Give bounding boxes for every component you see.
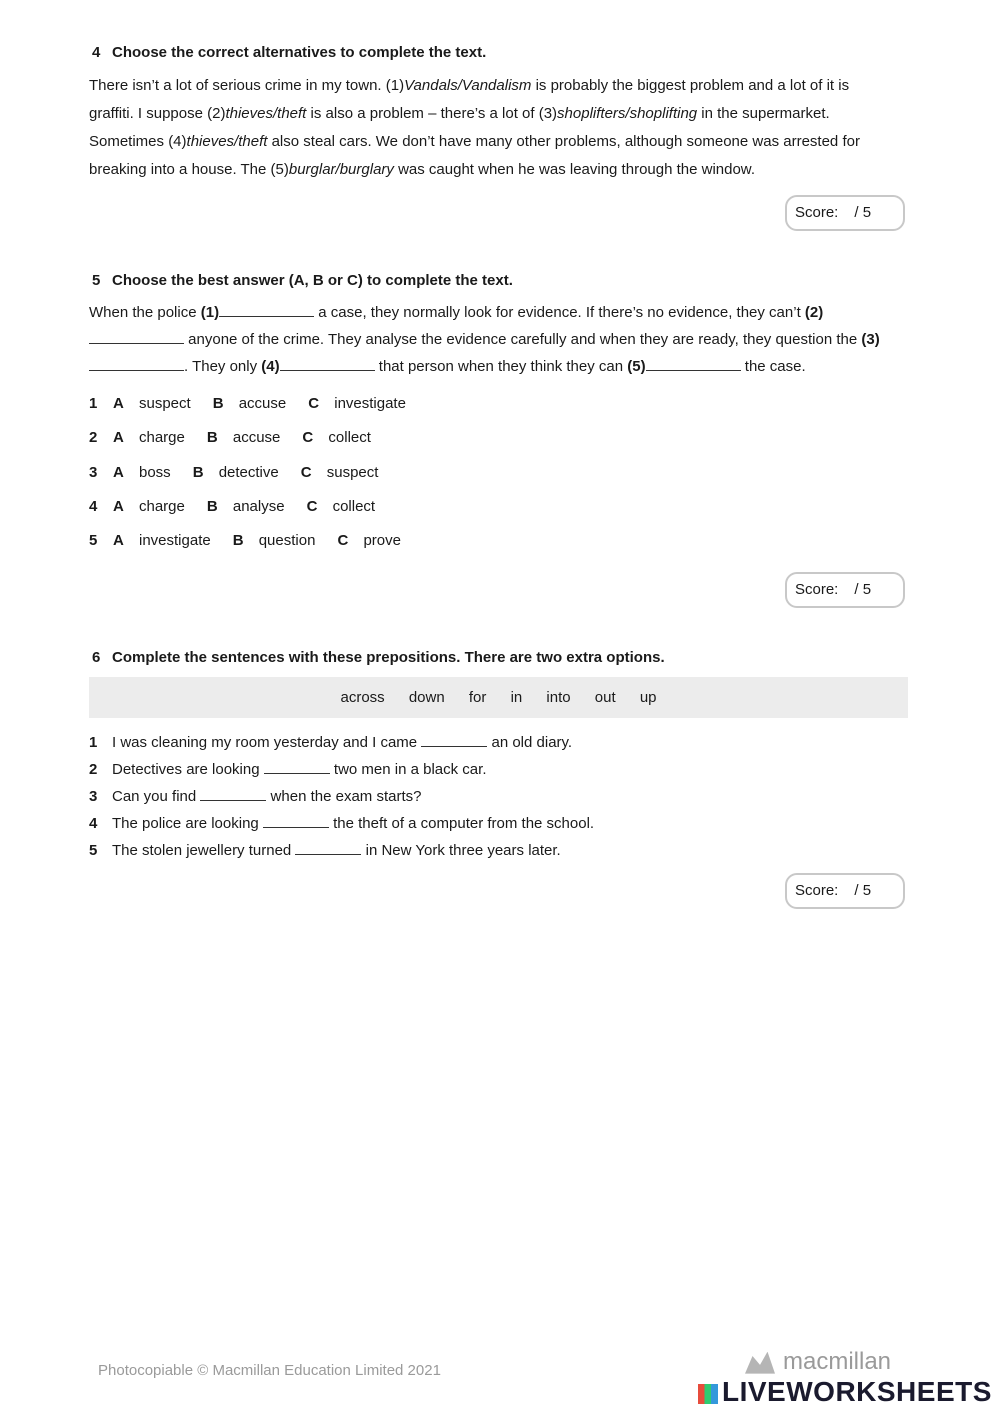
- answer-blank[interactable]: [280, 356, 375, 371]
- answer-blank[interactable]: [295, 840, 361, 855]
- score-box: [785, 873, 905, 909]
- answer-blank[interactable]: [263, 813, 329, 828]
- answer-blank[interactable]: [89, 356, 184, 371]
- option-a[interactable]: suspect: [139, 395, 191, 412]
- section-4-heading: [92, 44, 486, 61]
- macmillan-logo-icon: [745, 1352, 775, 1374]
- liveworksheets-logo-icon: [698, 1384, 718, 1404]
- word-option: up: [639, 689, 657, 706]
- text-line: There isn’t a lot of serious crime in my town. (1)Vandals/Vandalism is probably the biggest problem and a lot of it is: [89, 77, 850, 94]
- answer-blank[interactable]: [421, 732, 487, 747]
- word-option: out: [594, 689, 616, 706]
- word-option: across: [340, 689, 385, 706]
- option-row: 3 A boss B detective C suspect: [89, 464, 379, 481]
- word-option: for: [468, 689, 487, 706]
- option-c[interactable]: prove: [363, 532, 401, 549]
- option-row: 5 A investigate B question C prove: [89, 532, 401, 549]
- option-c[interactable]: investigate: [334, 395, 406, 412]
- section-4-text: [89, 72, 904, 184]
- alternatives[interactable]: burglar/burglary: [288, 161, 394, 178]
- answer-blank[interactable]: [219, 302, 314, 317]
- answer-blank[interactable]: [89, 329, 184, 344]
- answer-blank[interactable]: [200, 786, 266, 801]
- option-b[interactable]: analyse: [232, 498, 285, 515]
- option-row: 4 A charge B analyse C collect: [89, 498, 376, 515]
- section-5-text: When the police (1) a case, they normally look for evidence. If there’s no evidence, they can’t (2) anyone of the crime. They analyse the evidence carefully and when they are ready, they question the (3) . They only (4) that person when they think they can (5) the case.: [89, 304, 880, 375]
- section-number: 5: [92, 272, 101, 289]
- section-title: Choose the correct alternatives to complete the text.: [112, 44, 487, 61]
- option-c[interactable]: suspect: [326, 464, 379, 481]
- option-b[interactable]: accuse: [238, 395, 287, 412]
- option-row: 2 A charge B accuse C collect: [89, 429, 371, 446]
- alternatives[interactable]: shoplifters/shoplifting: [557, 105, 698, 122]
- section-title: Complete the sentences with these prepositions. There are two extra options.: [112, 649, 665, 666]
- score-label: Score:: [795, 581, 839, 598]
- alternatives[interactable]: thieves/theft: [186, 133, 268, 150]
- option-b[interactable]: accuse: [232, 429, 281, 446]
- score-max: / 5: [854, 581, 872, 598]
- sentence: 1 I was cleaning my room yesterday and I came an old diary.: [89, 734, 573, 751]
- copyright-notice: Photocopiable © Macmillan Education Limited 2021: [98, 1362, 441, 1379]
- liveworksheets-watermark: LIVEWORKSHEETS: [698, 1376, 992, 1408]
- word-option: in: [510, 689, 523, 706]
- score-max: / 5: [854, 204, 872, 221]
- answer-blank[interactable]: [646, 356, 741, 371]
- sentence: 2 Detectives are looking two men in a black car.: [89, 761, 487, 778]
- section-6-heading: [92, 649, 665, 666]
- option-b[interactable]: detective: [218, 464, 279, 481]
- sentence: 5 The stolen jewellery turned in New York three years later.: [89, 842, 561, 859]
- section-title: Choose the best answer (A, B or C) to complete the text.: [112, 272, 513, 289]
- text-line: breaking into a house. The (5)burglar/burglary was caught when he was leaving through the window.: [89, 161, 755, 178]
- text-line: Sometimes (4)thieves/theft also steal cars. We don’t have many other problems, although someone was arrested for: [89, 133, 860, 150]
- option-c[interactable]: collect: [332, 498, 376, 515]
- option-a[interactable]: charge: [139, 429, 185, 446]
- score-max: / 5: [854, 882, 872, 899]
- section-5-heading: [92, 272, 513, 289]
- sentence: 3 Can you find when the exam starts?: [89, 788, 422, 805]
- section-number: 6: [92, 649, 101, 666]
- word-option: into: [546, 689, 571, 706]
- score-box: [785, 195, 905, 231]
- score-box: [785, 572, 905, 608]
- option-b[interactable]: question: [258, 532, 316, 549]
- option-a[interactable]: charge: [139, 498, 185, 515]
- section-number: 4: [92, 44, 101, 61]
- sentence: 4 The police are looking the theft of a computer from the school.: [89, 815, 595, 832]
- alternatives[interactable]: thieves/theft: [225, 105, 307, 122]
- option-a[interactable]: investigate: [139, 532, 211, 549]
- option-a[interactable]: boss: [139, 464, 171, 481]
- score-label: Score:: [795, 882, 839, 899]
- alternatives[interactable]: Vandals/Vandalism: [404, 77, 532, 94]
- score-label: Score:: [795, 204, 839, 221]
- text-line: graffiti. I suppose (2)thieves/theft is also a problem – there’s a lot of (3)shoplifters/shoplifting in the supermarket.: [89, 105, 830, 122]
- answer-blank[interactable]: [264, 759, 330, 774]
- option-row: 1 A suspect B accuse C investigate: [89, 395, 406, 412]
- word-box: [89, 677, 908, 718]
- publisher-logo: macmillan: [745, 1348, 891, 1376]
- option-c[interactable]: collect: [328, 429, 371, 446]
- word-option: down: [408, 689, 445, 706]
